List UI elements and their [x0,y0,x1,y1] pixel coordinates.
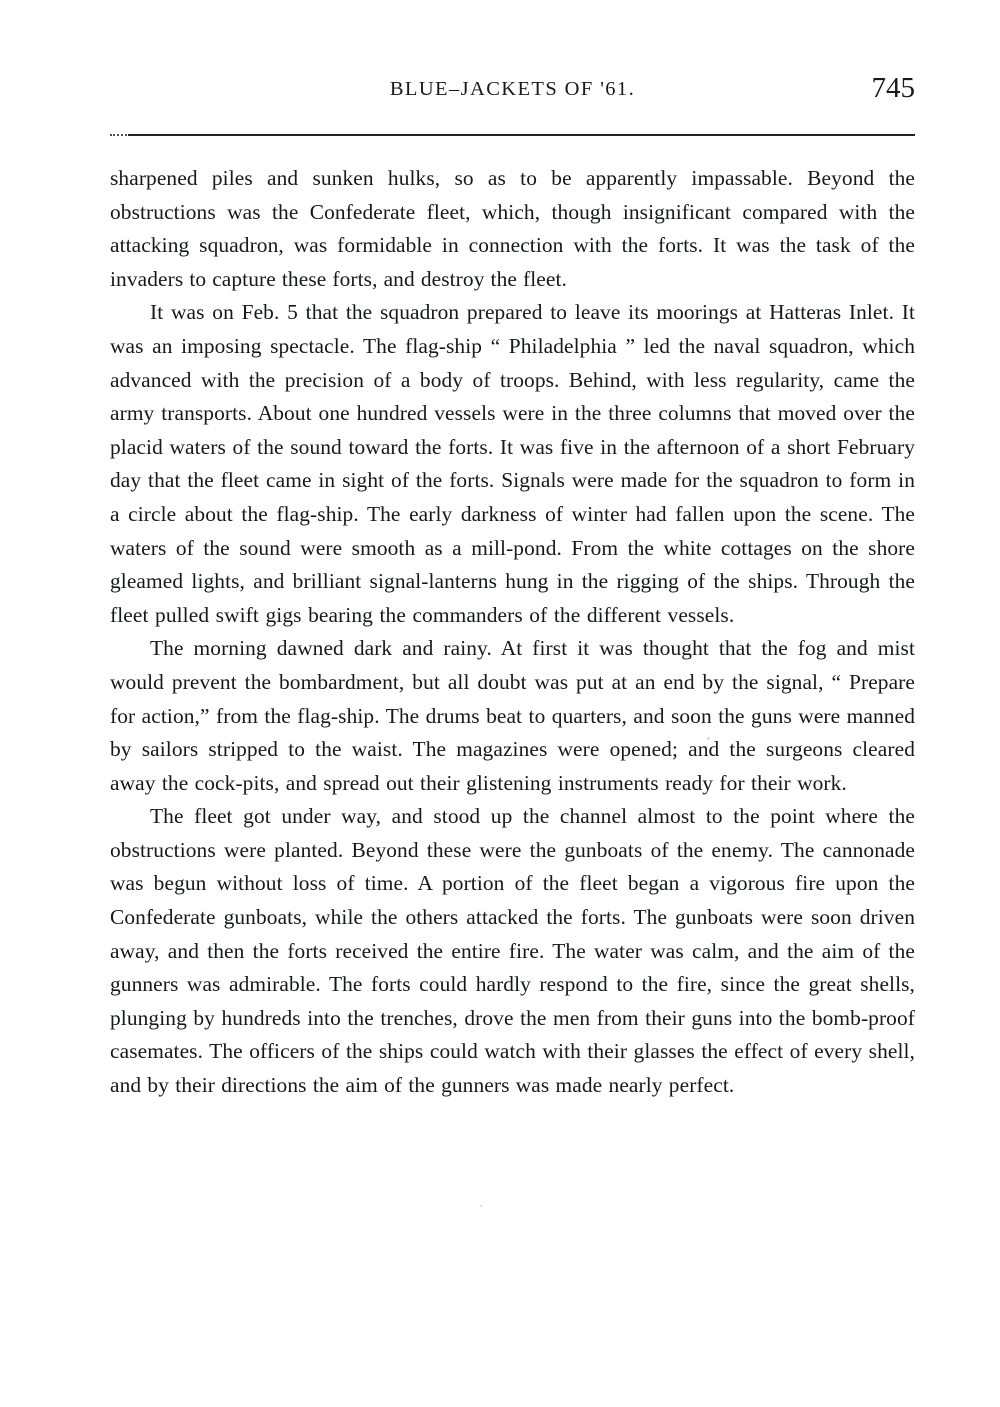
paragraph: sharpened piles and sunken hulks, so as to be apparently impassable. Beyond the obstructions was the Confederate fleet, which, though insignificant compared with the attacking squadron, was formidable in connection with the forts. It was the task of the invaders to capture these forts, and destroy the fleet. [110,166,915,291]
header-rule [110,128,915,142]
paragraph: The morning dawned dark and rainy. At first it was thought that the fog and mist would prevent the bombardment, but all doubt was put at an end by the signal, “ Prepare for action,” from the flag-ship. The drums beat to quarters, and soon the guns were manned by sailors stripped to the waist. The magazines were opened; and the surgeons cleared away the cock-pits, and spread out their glistening instruments ready for their work. [110,636,915,795]
header-rule-solid-segment [128,134,915,136]
page-content [110,72,915,1103]
paragraph: It was on Feb. 5 that the squadron prepared to leave its moorings at Hatteras Inlet. It was an imposing spectacle. The flag-ship “ Philadelphia ” led the naval squadron, which advanced with the precision of a body of troops. Behind, with less regularity, came the army transports. About one hundred vessels were in the three columns that moved over the placid waters of the sound toward the forts. It was five in the afternoon of a short February day that the fleet came in sight of the forts. Signals were made for the squadron to form in a circle about the flag-ship. The early darkness of winter had fallen upon the scene. The waters of the sound were smooth as a mill-pond. From the white cottages on the shore gleamed lights, and brilliant signal-lanterns hung in the rigging of the ships. Through the fleet pulled swift gigs bearing the commanders of the different vessels. [110,300,915,627]
page-speck [480,1205,482,1207]
paragraph: The fleet got under way, and stood up the channel almost to the point where the obstructions were planted. Beyond these were the gunboats of the enemy. The cannonade was begun without loss of time. A portion of the fleet began a vigorous fire upon the Confederate gunboats, while the others attacked the forts. The gunboats were soon driven away, and then the forts received the entire fire. The water was calm, and the aim of the gunners was admirable. The forts could hardly respond to the fire, since the great shells, plunging by hundreds into the trenches, drove the men from their guns into the bomb-proof casemates. The officers of the ships could watch with their glasses the effect of every shell, and by their directions the aim of the gunners was made nearly perfect. [110,804,915,1098]
page-number: 745 [871,72,915,104]
page-header [110,72,915,122]
body-text [110,162,915,1103]
running-head: BLUE–JACKETS OF '61. [389,78,636,100]
